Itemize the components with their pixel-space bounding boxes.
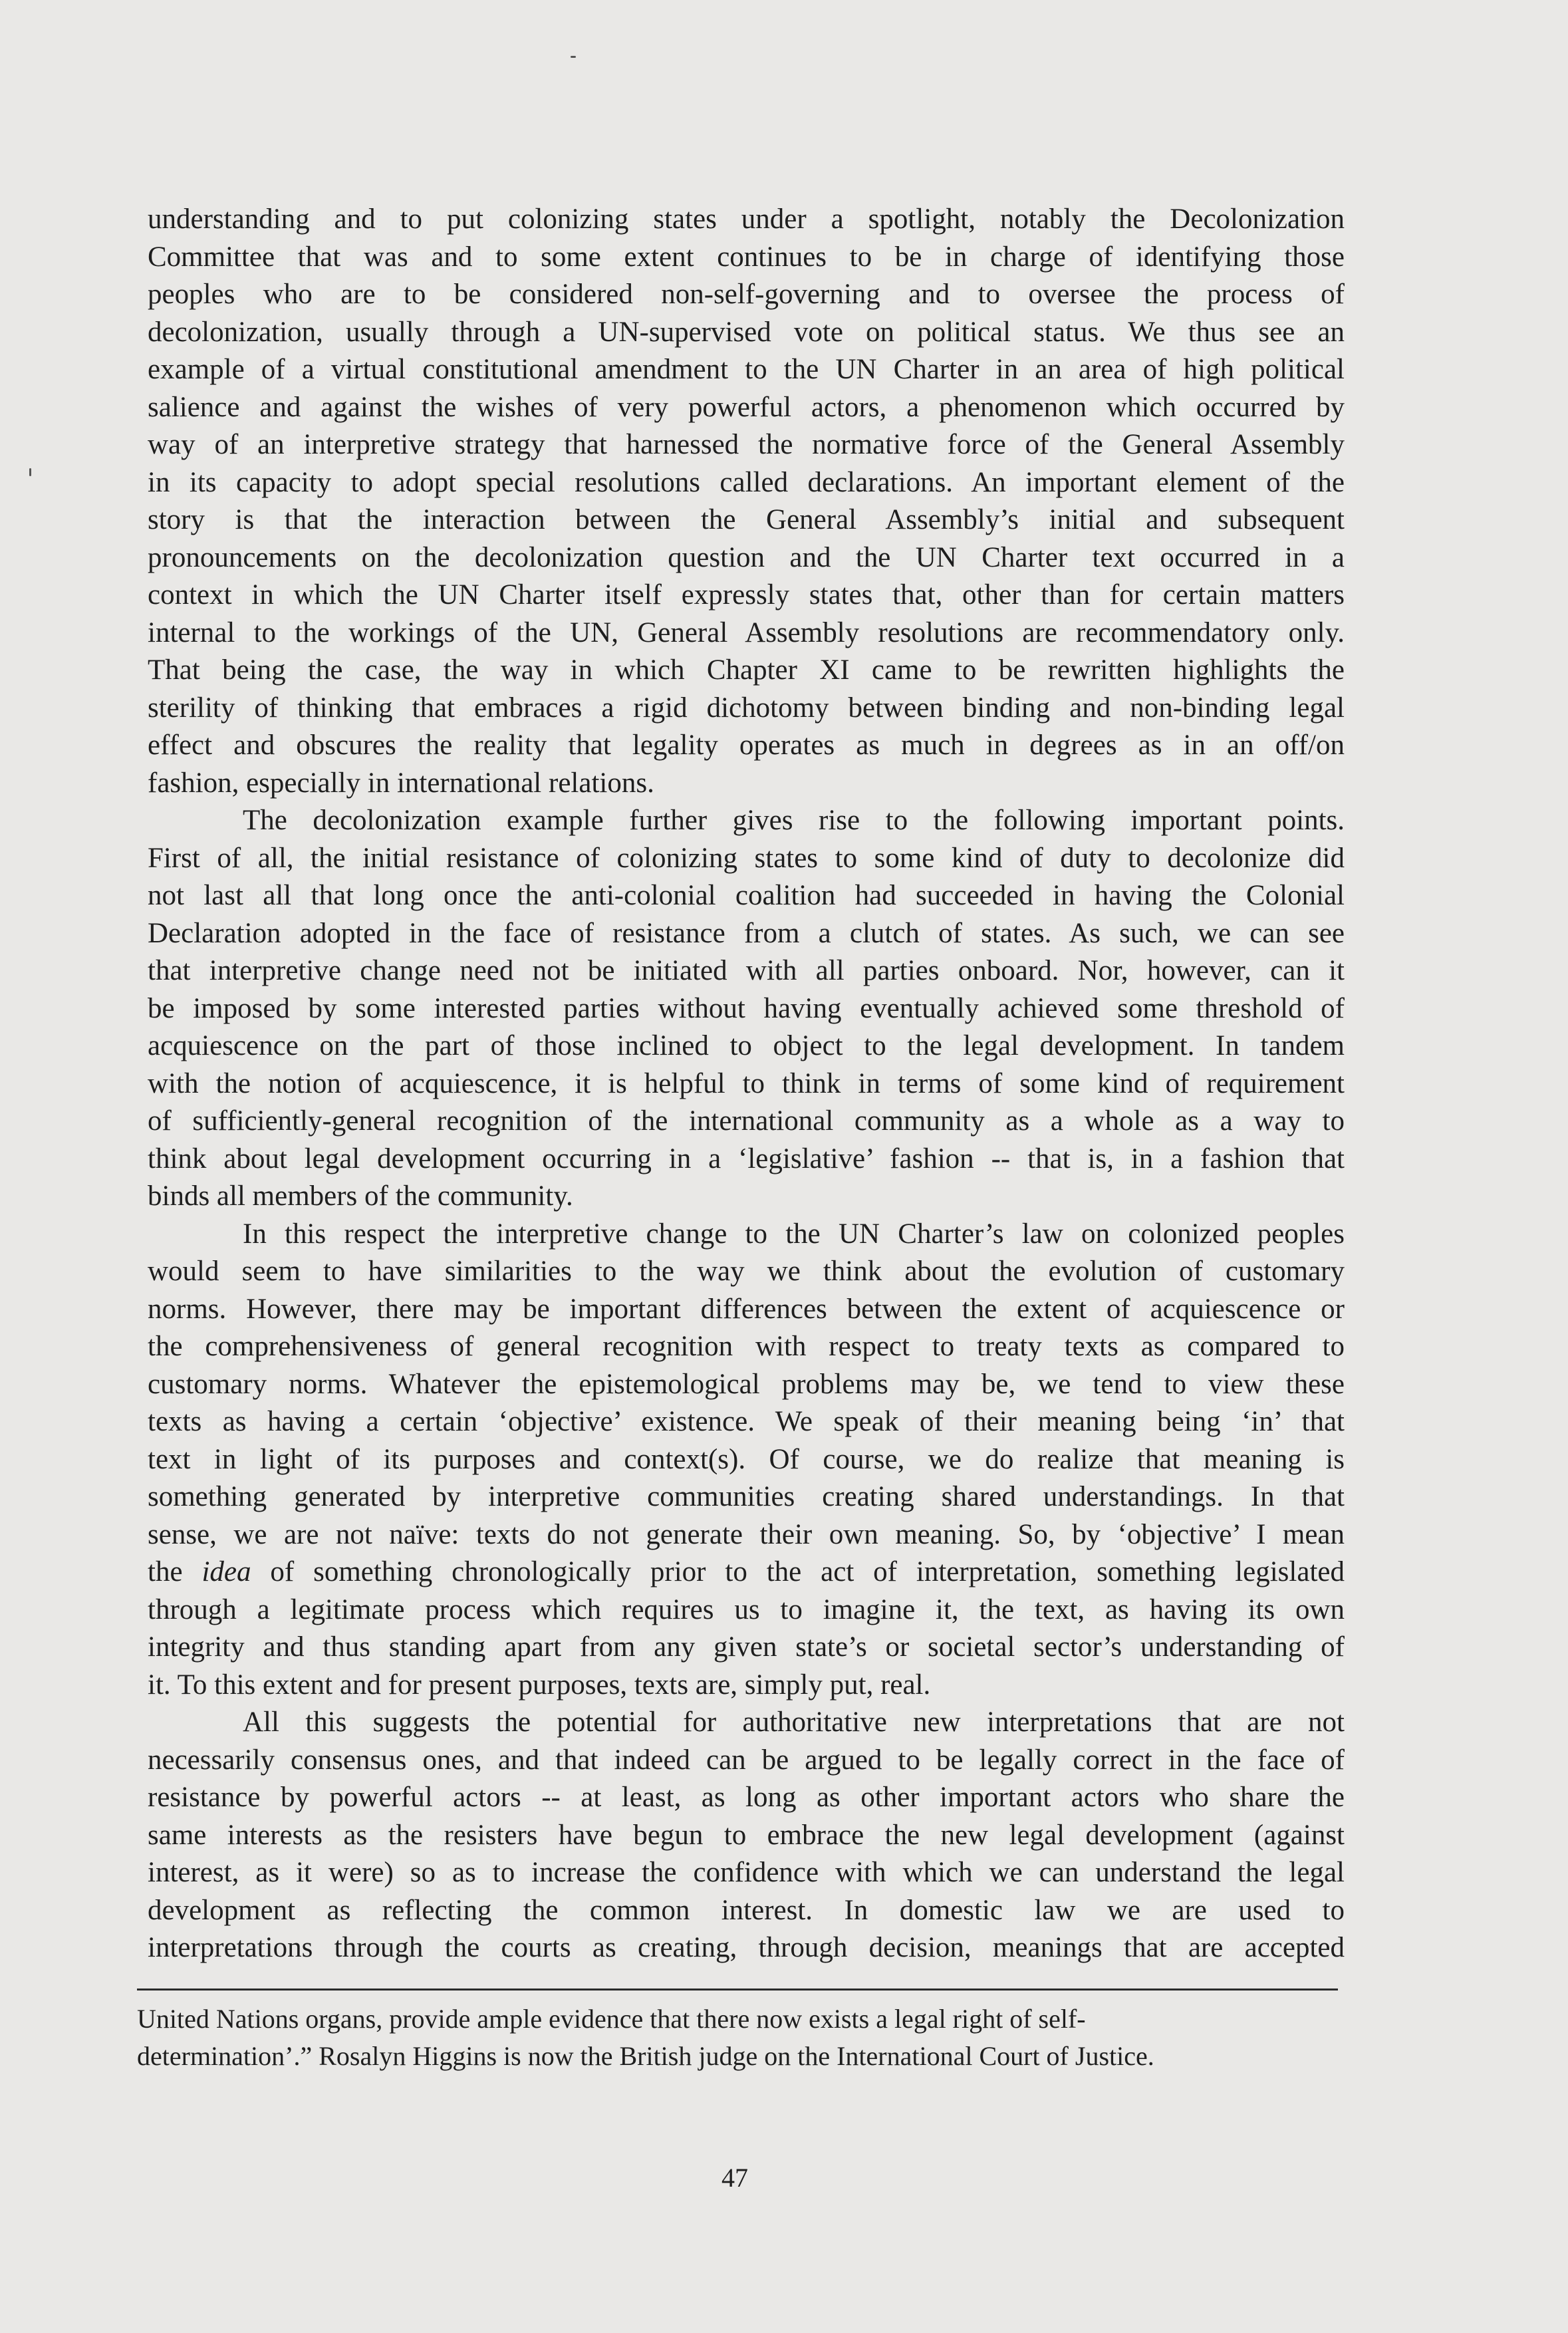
text-line: texts as having a certain ‘objective’ existence. We speak of their meaning being ‘in’ that — [148, 1406, 1345, 1437]
text-line: fashion, especially in international relations. — [148, 767, 654, 799]
text-line: interest, as it were) so as to increase the confidence with which we can understand the legal — [148, 1857, 1345, 1888]
footnote-separator — [137, 1989, 1338, 1990]
main-text — [148, 201, 1345, 1967]
text-line: development as reflecting the common interest. In domestic law we are used to — [148, 1894, 1345, 1926]
text-line: determination’.” Rosalyn Higgins is now the British judge on the International Court of Justice. — [137, 2041, 1154, 2071]
text-line: in its capacity to adopt special resolutions called declarations. An important element of the — [148, 466, 1345, 498]
text-line: decolonization, usually through a UN-supervised vote on political status. We thus see an — [148, 316, 1345, 348]
scan-speck-margin — [29, 468, 31, 476]
text-line: salience and against the wishes of very powerful actors, a phenomenon which occurred by — [148, 391, 1345, 423]
text-line: That being the case, the way in which Chapter XI came to be rewritten highlights the — [148, 654, 1345, 686]
text-line: United Nations organs, provide ample evidence that there now exists a legal right of self- — [137, 2004, 1086, 2034]
text-line: the comprehensiveness of general recognition with respect to treaty texts as compared to — [148, 1331, 1345, 1362]
text-line: sense, we are not naïve: texts do not generate their own meaning. So, by ‘objective’ I mean — [148, 1518, 1345, 1550]
scan-speck-top — [571, 56, 576, 58]
text-line: First of all, the initial resistance of colonizing states to some kind of duty to decolonize did — [148, 842, 1345, 874]
text-line: customary norms. Whatever the epistemological problems may be, we tend to view these — [148, 1368, 1345, 1400]
text-line: The decolonization example further gives rise to the following important points. — [243, 805, 1345, 836]
text-line: that interpretive change need not be initiated with all parties onboard. Nor, however, can it — [148, 955, 1345, 986]
italic-text: idea — [201, 1556, 251, 1587]
text-line: think about legal development occurring in a ‘legislative’ fashion -- that is, in a fashion that — [148, 1143, 1345, 1174]
paragraph-3 — [148, 1216, 1345, 1705]
paragraph-1 — [148, 201, 1345, 802]
text-line: acquiescence on the part of those inclined to object to the legal development. In tandem — [148, 1030, 1345, 1061]
text-line: All this suggests the potential for authoritative new interpretations that are not — [243, 1707, 1345, 1738]
footnote — [137, 2000, 1334, 2075]
text-line: of sufficiently-general recognition of the international community as a whole as a way to — [148, 1105, 1345, 1137]
page-number: 47 — [721, 2163, 748, 2193]
text-line: norms. However, there may be important differences between the extent of acquiescence or — [148, 1293, 1345, 1325]
text-line: binds all members of the community. — [148, 1180, 573, 1212]
text-line: something generated by interpretive communities creating shared understandings. In that — [148, 1481, 1345, 1512]
paragraph-2 — [148, 802, 1345, 1216]
text-line: the idea of something chronologically prior to the act of interpretation, something legislated — [148, 1556, 1345, 1587]
text-line: be imposed by some interested parties without having eventually achieved some threshold of — [148, 992, 1345, 1024]
text-line: with the notion of acquiescence, it is helpful to think in terms of some kind of requirement — [148, 1067, 1345, 1099]
text-line: pronouncements on the decolonization question and the UN Charter text occurred in a — [148, 541, 1345, 573]
text-line: effect and obscures the reality that legality operates as much in degrees as in an off/on — [148, 730, 1345, 761]
text-line: understanding and to put colonizing states under a spotlight, notably the Decolonization — [148, 204, 1345, 235]
text-line: peoples who are to be considered non-self-governing and to oversee the process of — [148, 279, 1345, 310]
text-line: story is that the interaction between the General Assembly’s initial and subsequent — [148, 504, 1345, 535]
text-line: text in light of its purposes and context(s). Of course, we do realize that meaning is — [148, 1443, 1345, 1475]
text-line: it. To this extent and for present purposes, texts are, simply put, real. — [148, 1669, 931, 1701]
text-line: way of an interpretive strategy that harnessed the normative force of the General Assembly — [148, 429, 1345, 460]
text-line: not last all that long once the anti-colonial coalition had succeeded in having the Colonial — [148, 880, 1345, 911]
text-line: In this respect the interpretive change to the UN Charter’s law on colonized peoples — [243, 1218, 1345, 1250]
text-line: integrity and thus standing apart from any given state’s or societal sector’s understanding of — [148, 1631, 1345, 1663]
text-line: same interests as the resisters have begun to embrace the new legal development (against — [148, 1819, 1345, 1851]
text-line: Declaration adopted in the face of resistance from a clutch of states. As such, we can see — [148, 917, 1345, 949]
paragraph-4 — [148, 1704, 1345, 1967]
text-line: would seem to have similarities to the way we think about the evolution of customary — [148, 1256, 1345, 1287]
text-line: Committee that was and to some extent continues to be in charge of identifying those — [148, 241, 1345, 273]
text-line: example of a virtual constitutional amendment to the UN Charter in an area of high political — [148, 354, 1345, 385]
text-line: context in which the UN Charter itself expressly states that, other than for certain matters — [148, 579, 1345, 611]
text-line: resistance by powerful actors -- at least, as long as other important actors who share the — [148, 1782, 1345, 1813]
text-line: sterility of thinking that embraces a rigid dichotomy between binding and non-binding legal — [148, 692, 1345, 724]
text-line: necessarily consensus ones, and that indeed can be argued to be legally correct in the face of — [148, 1744, 1345, 1776]
text-line: through a legitimate process which requires us to imagine it, the text, as having its own — [148, 1593, 1345, 1625]
text-line: internal to the workings of the UN, General Assembly resolutions are recommendatory only. — [148, 617, 1345, 648]
text-line: interpretations through the courts as creating, through decision, meanings that are accepted — [148, 1932, 1345, 1963]
